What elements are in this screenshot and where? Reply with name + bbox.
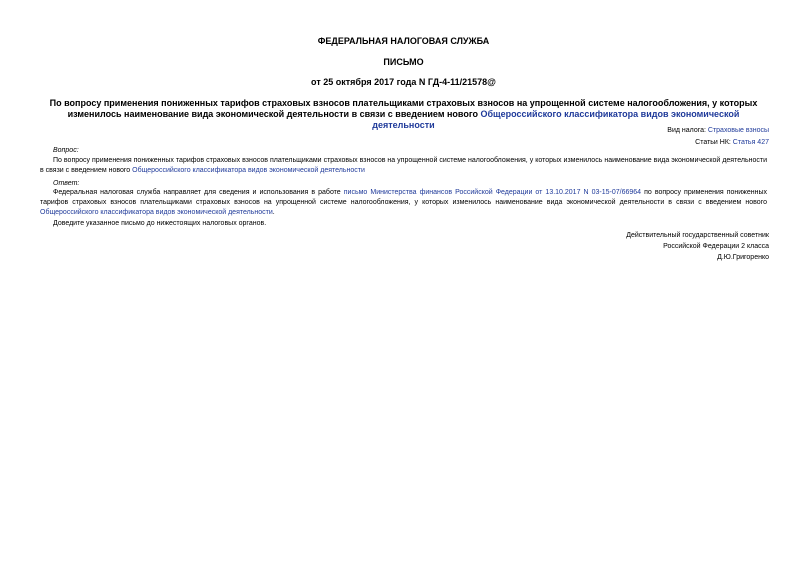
okved-link[interactable]: Общероссийского классификатора видов экономической деятельности (372, 109, 740, 130)
question-body: По вопросу применения пониженных тарифов страховых взносов плательщиками страховых взносов на упрощенной системе налогообложения, у которых изменилось наименование вида экономической деятельности в связи с введением нового (40, 157, 767, 174)
minfin-letter-link[interactable]: письмо Министерства финансов Российской Федерации от 13.10.2017 N 03-15-07/66964 (343, 189, 642, 196)
question-okved-link[interactable]: Общероссийского классификатора видов экономической деятельности (132, 167, 365, 174)
answer-body-middle: по вопросу применения пониженных тарифов страховых взносов плательщиками страховых взносов на упрощенной системе налогообложения, у которых изменилось наименование вида экономической деятельности в связи с введением нового (40, 189, 768, 206)
nk-articles-line (695, 138, 769, 147)
answer-body-end: . (272, 209, 275, 216)
closing-instruction: Доведите указанное письмо до нижестоящих налоговых органов. (53, 220, 267, 227)
tax-type-line (667, 126, 769, 135)
document-date-number: от 25 октября 2017 года N ГД-4-11/21578@ (311, 77, 496, 87)
answer-okved-link[interactable]: Общероссийского классификатора видов экономической деятельности (40, 209, 273, 216)
document-type: ПИСЬМО (383, 57, 424, 67)
tax-type-link[interactable]: Страховые взносы (707, 127, 769, 134)
nk-article-link[interactable]: Статья 427 (732, 139, 769, 146)
subject-text: По вопросу применения пониженных тарифов страховых взносов плательщиками страховых взносов на упрощенной системе налогообложения, у которых изменилось наименование вида экономической деятельности в связи с введением нового (49, 98, 758, 119)
agency-name: ФЕДЕРАЛЬНАЯ НАЛОГОВАЯ СЛУЖБА (317, 36, 490, 46)
nk-label: Статьи НК: (695, 139, 733, 146)
signatory-name: Д.Ю.Григоренко (717, 254, 769, 261)
tax-type-label: Вид налога: (667, 127, 708, 134)
document-subject (40, 98, 767, 131)
question-text (40, 156, 767, 176)
signatory-title-line1: Действительный государственный советник (626, 232, 769, 239)
signatory-title-line2: Российской Федерации 2 класса (663, 243, 769, 250)
answer-body-start: Федеральная налоговая служба направляет для сведения и использования в работе (53, 189, 344, 196)
answer-label: Ответ: (53, 180, 80, 187)
answer-text (40, 188, 767, 218)
question-label: Вопрос: (53, 147, 79, 154)
